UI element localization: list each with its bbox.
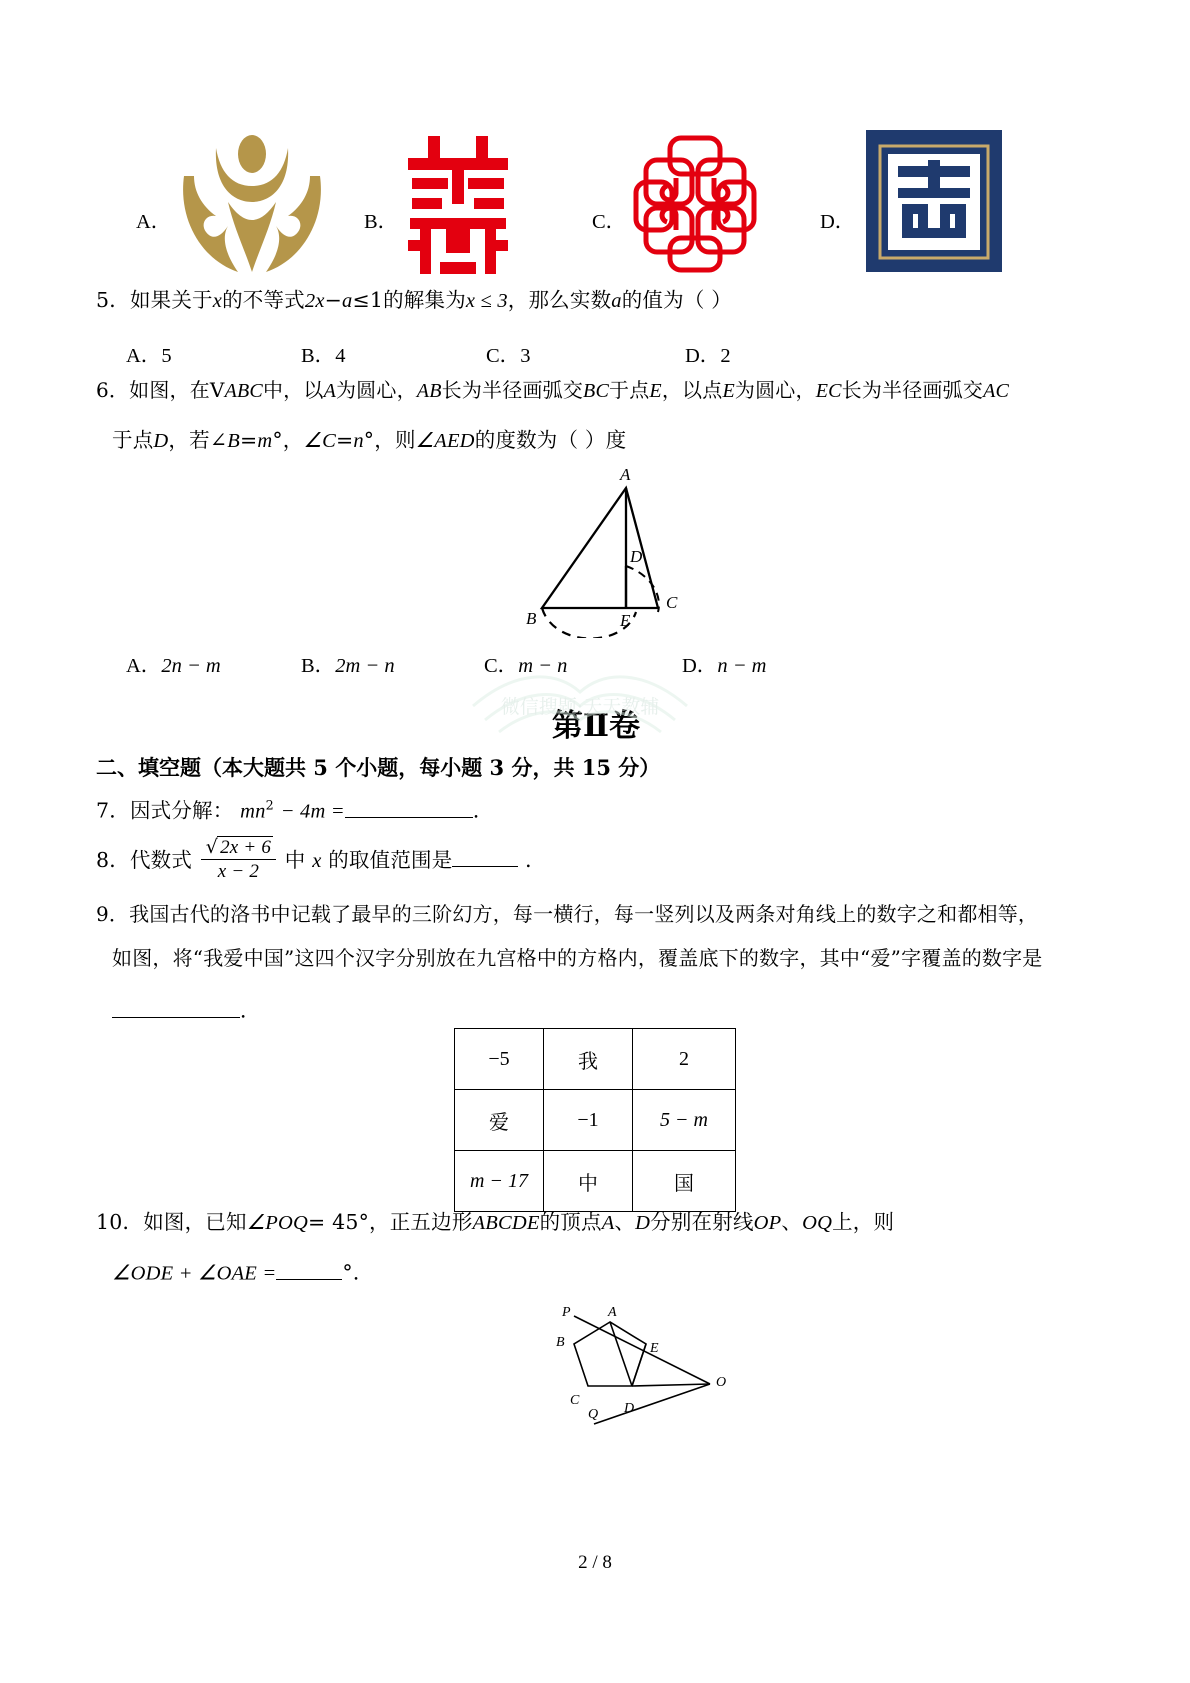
question-10-line1: 10．如图，已知∠POQ= 45°，正五边形ABCDE的顶点A、D分别在射线OP、OQ上，则 — [96, 1210, 895, 1234]
magic-cell-r2c3: 5 − m — [633, 1090, 736, 1151]
red-zang-seal-logo-icon — [402, 134, 514, 274]
figure-label-D: D — [624, 1401, 635, 1416]
q6-option-b[interactable]: B．2m − n — [301, 655, 395, 677]
question-10-figure — [466, 1300, 726, 1440]
table-row — [455, 1029, 736, 1090]
question-6-stem-line2: 于点D，若∠B=m°，∠C=n°，则∠AED的度数为（ ）度 — [112, 428, 627, 452]
q4-option-a[interactable] — [136, 122, 366, 282]
q5-option-a[interactable]: A．5 — [126, 345, 172, 367]
gold-lotus-hands-logo-icon — [172, 128, 332, 274]
section-two-heading: 二、填空题（本大题共 5 个小题，每小题 3 分，共 15 分） — [96, 755, 661, 780]
question-8: 8．代数式 $\frac{√ 2x + 6}{x - 2}$ 中 x 的取值范围是 ． — [96, 836, 546, 883]
q5-option-b[interactable]: B．4 — [301, 345, 346, 367]
question-6-stem-line1: 6．如图，在VABC中，以A为圆心，AB长为半径画弧交BC于点E，以点E为圆心，EC长为半径画弧交AC — [96, 378, 1010, 402]
magic-cell-r1c2: 我 — [544, 1029, 633, 1090]
q4-option-c[interactable] — [592, 122, 822, 282]
q4-option-images-row — [96, 122, 1096, 282]
q6-option-a[interactable]: A．2n − m — [126, 655, 221, 677]
q6-option-c[interactable]: C．m − n — [484, 655, 568, 677]
page-footer: 2 / 8 — [578, 1552, 612, 1573]
navy-square-maze-logo-icon — [866, 130, 1002, 272]
red-four-square-spiral-logo-icon — [632, 134, 758, 274]
figure-label-C: C — [666, 593, 678, 612]
watermark-text: 微信搜题:天天教辅 — [500, 696, 660, 718]
figure-label-E: E — [620, 611, 631, 630]
q10-answer-blank[interactable] — [276, 1258, 342, 1280]
magic-cell-r3c3: 国 — [633, 1151, 736, 1212]
q9-answer-blank[interactable] — [112, 996, 240, 1018]
q5-option-c[interactable]: C．3 — [486, 345, 531, 367]
magic-cell-r1c3: 2 — [633, 1029, 736, 1090]
q4-option-c-label: C． — [592, 211, 627, 233]
q6-option-d[interactable]: D．n − m — [682, 655, 767, 677]
magic-cell-r3c1: m − 17 — [455, 1151, 544, 1212]
magic-square-table — [454, 1028, 736, 1212]
figure-label-A: A — [620, 466, 631, 484]
q7-answer-blank[interactable] — [345, 796, 473, 818]
table-row — [455, 1090, 736, 1151]
question-7: 7．因式分解： $mn^2 - 4m$ = ． — [96, 797, 494, 823]
figure-label-O: O — [716, 1375, 726, 1390]
figure-label-C: C — [570, 1393, 580, 1408]
question-9-line3: ． — [112, 996, 261, 1021]
question-6-figure — [414, 466, 694, 638]
q4-option-d[interactable] — [820, 122, 1050, 282]
question-9-line1: 9．我国古代的洛书中记载了最早的三阶幻方，每一横行，每一竖列以及两条对角线上的数字之和都相等， — [96, 902, 1039, 926]
q5-option-d[interactable]: D．2 — [685, 345, 731, 367]
magic-cell-r2c1: 爱 — [455, 1090, 544, 1151]
magic-cell-r2c2: −1 — [544, 1090, 633, 1151]
q8-fraction: $\frac{√ 2x + 6}{x - 2}$ — [201, 836, 276, 883]
figure-label-A: A — [608, 1305, 617, 1320]
figure-label-B: B — [526, 609, 537, 628]
figure-label-Q: Q — [588, 1407, 599, 1422]
question-6-options — [96, 648, 1096, 678]
question-5-stem: 5．如果关于x的不等式2x−a≤1的解集为x ≤ 3，那么实数a的值为（ ） — [96, 288, 732, 312]
magic-cell-r1c1: −5 — [455, 1029, 544, 1090]
q4-option-b[interactable] — [364, 122, 594, 282]
question-5-options — [96, 338, 1096, 368]
figure-label-P: P — [562, 1305, 571, 1320]
q4-option-d-label: D． — [820, 211, 856, 233]
magic-cell-r3c2: 中 — [544, 1151, 633, 1212]
volume-two-heading: 第Ⅱ卷 — [551, 708, 641, 744]
figure-label-B: B — [556, 1335, 565, 1350]
figure-label-D: D — [630, 547, 643, 566]
question-10-line2: ∠ODE + ∠OAE = °． — [112, 1258, 374, 1284]
question-9-line2: 如图，将“我爱中国”这四个汉字分别放在九宫格中的方格内，覆盖底下的数字，其中“爱”字覆盖的数字是 — [112, 946, 1043, 970]
q4-option-b-label: B． — [364, 211, 399, 233]
figure-label-E: E — [650, 1341, 659, 1356]
square-root-icon: √ 2x + 6 — [205, 836, 272, 858]
q4-option-a-label: A． — [136, 211, 172, 233]
table-row — [455, 1151, 736, 1212]
q8-answer-blank[interactable] — [452, 845, 518, 867]
